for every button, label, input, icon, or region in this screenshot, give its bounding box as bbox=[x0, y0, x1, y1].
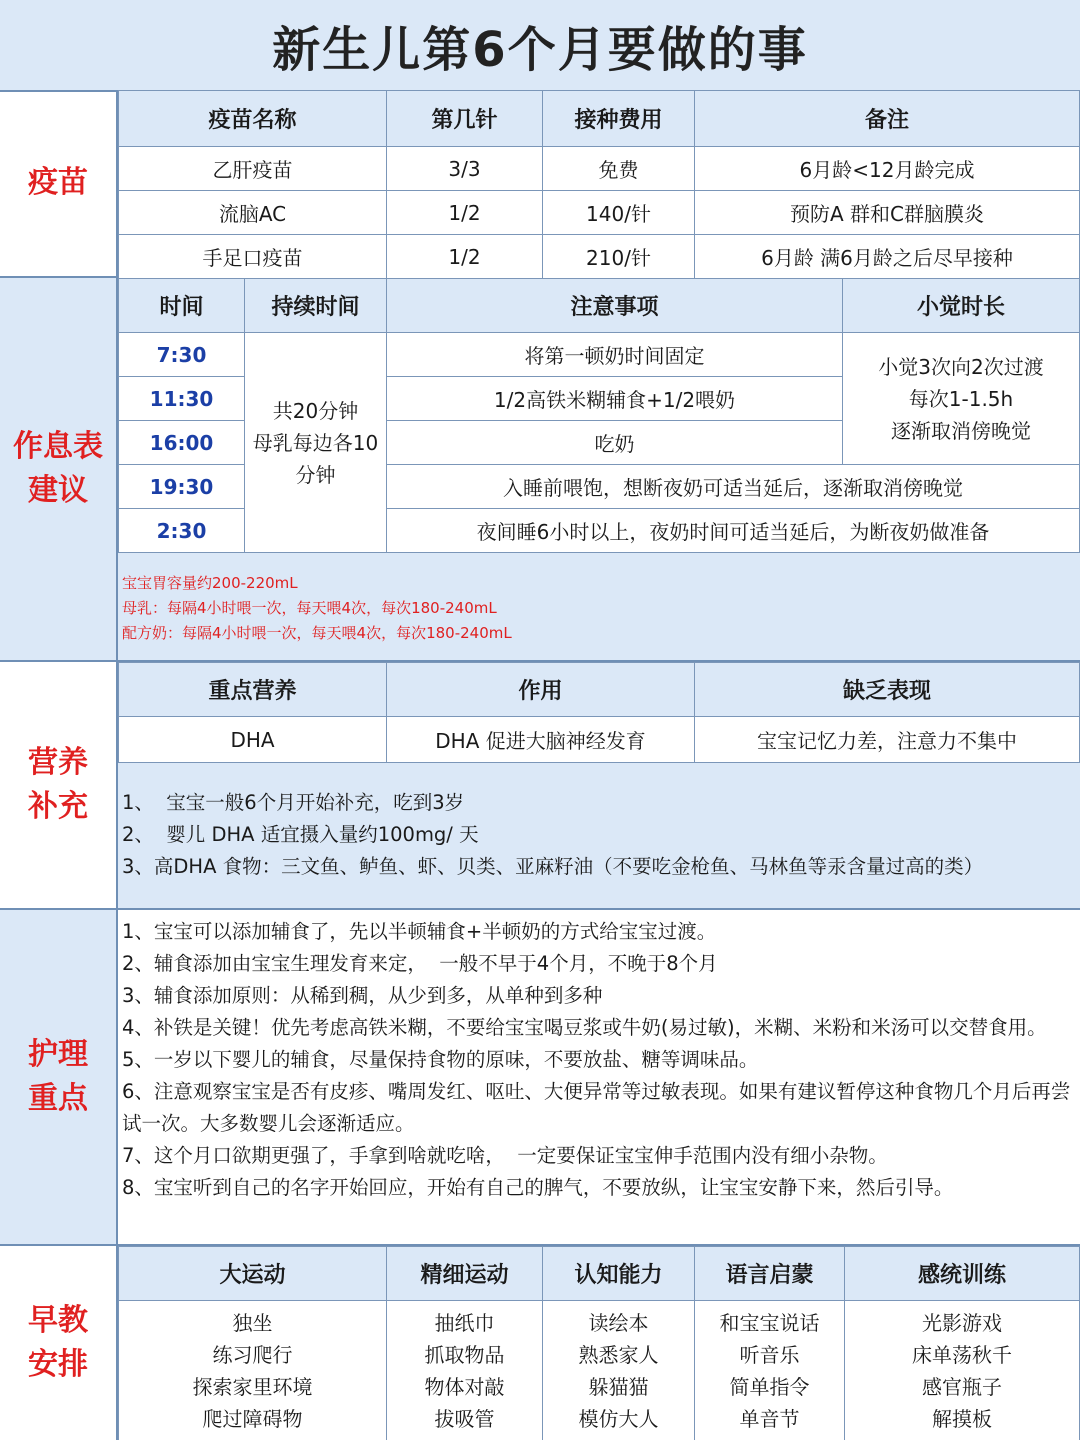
schedule-time: 11:30 bbox=[119, 377, 245, 421]
nutrition-header: 作用 bbox=[387, 663, 695, 717]
vaccine-section bbox=[0, 90, 1080, 278]
vaccine-header-name: 疫苗名称 bbox=[119, 91, 387, 147]
vaccine-label: 疫苗 bbox=[28, 165, 88, 200]
schedule-header-nap: 小觉时长 bbox=[843, 279, 1080, 333]
early-edu-label-cell bbox=[0, 1246, 118, 1440]
vaccine-table bbox=[118, 90, 1080, 279]
early-edu-header: 精细运动 bbox=[387, 1247, 543, 1301]
schedule-time: 19:30 bbox=[119, 465, 245, 509]
feeding-note: 宝宝胃容量约200-220mL bbox=[122, 574, 298, 592]
care-item: 1、宝宝可以添加辅食了，先以半顿辅食+半顿奶的方式给宝宝过渡。 bbox=[122, 920, 717, 943]
nutrition-label-cell bbox=[0, 662, 118, 908]
care-item: 2、辅食添加由宝宝生理发育来定， 一般不早于4个月，不晚于8个月 bbox=[122, 952, 718, 975]
care-section bbox=[0, 910, 1080, 1246]
schedule-table bbox=[118, 278, 1080, 553]
schedule-label-cell bbox=[0, 278, 118, 660]
nutrition-cell: DHA 促进大脑神经发育 bbox=[387, 717, 695, 763]
schedule-header-notes: 注意事项 bbox=[387, 279, 843, 333]
activity: 单音节 bbox=[739, 1406, 800, 1431]
nutrition-cell: DHA bbox=[119, 717, 387, 763]
vaccine-cell: 预防A 群和C群脑膜炎 bbox=[695, 191, 1080, 235]
vaccine-cell: 1/2 bbox=[387, 191, 543, 235]
page-title: 新生儿第6个月要做的事 bbox=[272, 21, 808, 78]
vaccine-cell: 流脑AC bbox=[119, 191, 387, 235]
activity: 拔吸管 bbox=[434, 1406, 495, 1431]
vaccine-cell: 210/针 bbox=[543, 235, 695, 279]
activity: 感官瓶子 bbox=[922, 1374, 1002, 1399]
early-edu-header: 感统训练 bbox=[845, 1247, 1080, 1301]
activity: 和宝宝说话 bbox=[719, 1310, 820, 1335]
activity: 简单指令 bbox=[729, 1374, 810, 1399]
title-bar bbox=[0, 0, 1080, 92]
vaccine-cell: 手足口疫苗 bbox=[119, 235, 387, 279]
activity: 读绘本 bbox=[588, 1310, 649, 1335]
schedule-section bbox=[0, 278, 1080, 662]
vaccine-header-remark: 备注 bbox=[695, 91, 1080, 147]
nutrition-item: 1、 宝宝一般6个月开始补充，吃到3岁 bbox=[122, 791, 465, 814]
nutrition-item: 3、高DHA 食物：三文鱼、鲈鱼、虾、贝类、亚麻籽油（不要吃金枪鱼、马林鱼等汞含量过高的类） bbox=[122, 855, 984, 878]
schedule-note: 吃奶 bbox=[387, 421, 843, 465]
schedule-time: 7:30 bbox=[119, 333, 245, 377]
activity: 床单荡秋千 bbox=[912, 1342, 1012, 1367]
schedule-header-time: 时间 bbox=[119, 279, 245, 333]
activity: 模仿大人 bbox=[578, 1406, 659, 1431]
vaccine-cell: 乙肝疫苗 bbox=[119, 147, 387, 191]
vaccine-cell: 1/2 bbox=[387, 235, 543, 279]
care-item: 5、一岁以下婴儿的辅食，尽量保持食物的原味，不要放盐、糖等调味品。 bbox=[122, 1048, 759, 1071]
schedule-note: 夜间睡6小时以上，夜奶时间可适当延后，为断夜奶做准备 bbox=[387, 509, 1080, 553]
early-edu-col-sensory bbox=[845, 1301, 1080, 1440]
early-edu-label: 早教 安排 bbox=[28, 1303, 88, 1382]
nutrition-header: 重点营养 bbox=[119, 663, 387, 717]
vaccine-header-dose: 第几针 bbox=[387, 91, 543, 147]
vaccine-cell: 6月龄<12月龄完成 bbox=[695, 147, 1080, 191]
feeding-note: 配方奶：每隔4小时喂一次，每天喂4次，每次180-240mL bbox=[122, 624, 512, 642]
nutrition-header: 缺乏表现 bbox=[695, 663, 1080, 717]
care-item: 3、辅食添加原则：从稀到稠，从少到多，从单种到多种 bbox=[122, 984, 603, 1007]
schedule-time: 2:30 bbox=[119, 509, 245, 553]
nutrition-item: 2、 婴儿 DHA 适宜摄入量约100mg/ 天 bbox=[122, 823, 479, 846]
vaccine-label-cell bbox=[0, 90, 118, 276]
activity: 躲猫猫 bbox=[588, 1374, 649, 1399]
nutrition-cell: 宝宝记忆力差，注意力不集中 bbox=[695, 717, 1080, 763]
care-item: 7、这个月口欲期更强了，手拿到啥就吃啥， 一定要保证宝宝伸手范围内没有细小杂物。 bbox=[122, 1144, 888, 1167]
vaccine-cell: 140/针 bbox=[543, 191, 695, 235]
activity: 抓取物品 bbox=[424, 1342, 505, 1367]
feeding-notes bbox=[118, 553, 1080, 646]
care-list bbox=[118, 910, 1080, 1204]
nutrition-label: 营养 补充 bbox=[28, 745, 88, 824]
schedule-nap: 小觉3次向2次过渡 每次1-1.5h 逐渐取消傍晚觉 bbox=[843, 333, 1080, 465]
activity: 练习爬行 bbox=[212, 1342, 293, 1367]
activity: 物体对敲 bbox=[424, 1374, 505, 1399]
schedule-note: 入睡前喂饱，想断夜奶可适当延后，逐渐取消傍晚觉 bbox=[387, 465, 1080, 509]
nutrition-table bbox=[118, 662, 1080, 763]
schedule-time: 16:00 bbox=[119, 421, 245, 465]
nutrition-section bbox=[0, 662, 1080, 910]
activity: 解摸板 bbox=[932, 1406, 992, 1431]
schedule-label: 作息表 建议 bbox=[13, 429, 103, 508]
activity: 独坐 bbox=[232, 1310, 273, 1335]
early-edu-header: 大运动 bbox=[119, 1247, 387, 1301]
early-edu-header: 认知能力 bbox=[543, 1247, 695, 1301]
activity: 光影游戏 bbox=[922, 1310, 1002, 1335]
early-edu-col-gross-motor bbox=[119, 1301, 387, 1440]
early-edu-col-language bbox=[695, 1301, 845, 1440]
vaccine-cell: 6月龄 满6月龄之后尽早接种 bbox=[695, 235, 1080, 279]
care-item: 4、补铁是关键！优先考虑高铁米糊，不要给宝宝喝豆浆或牛奶(易过敏)，米糊、米粉和米汤可以交替食用。 bbox=[122, 1016, 1047, 1039]
early-edu-header: 语言启蒙 bbox=[695, 1247, 845, 1301]
schedule-note: 将第一顿奶时间固定 bbox=[387, 333, 843, 377]
schedule-header-duration: 持续时间 bbox=[245, 279, 387, 333]
feeding-note: 母乳：每隔4小时喂一次，每天喂4次，每次180-240mL bbox=[122, 599, 497, 617]
care-label: 护理 重点 bbox=[28, 1037, 88, 1116]
activity: 听音乐 bbox=[739, 1342, 800, 1367]
schedule-note: 1/2高铁米糊辅食+1/2喂奶 bbox=[387, 377, 843, 421]
care-item: 6、注意观察宝宝是否有皮疹、嘴周发红、呕吐、大便异常等过敏表现。如果有建议暂停这种食物几个月后再尝试一次。大多数婴儿会逐渐适应。 bbox=[122, 1080, 1071, 1135]
vaccine-cell: 免费 bbox=[543, 147, 695, 191]
nutrition-list bbox=[118, 763, 1080, 883]
activity: 抽纸巾 bbox=[434, 1310, 495, 1335]
activity: 熟悉家人 bbox=[578, 1342, 659, 1367]
early-edu-col-cognitive bbox=[543, 1301, 695, 1440]
early-edu-col-fine-motor bbox=[387, 1301, 543, 1440]
early-edu-table bbox=[118, 1246, 1080, 1440]
vaccine-header-fee: 接种费用 bbox=[543, 91, 695, 147]
schedule-duration: 共20分钟 母乳每边各10 分钟 bbox=[245, 333, 387, 553]
activity: 爬过障碍物 bbox=[202, 1406, 303, 1431]
vaccine-cell: 3/3 bbox=[387, 147, 543, 191]
activity: 探索家里环境 bbox=[192, 1374, 313, 1399]
care-label-cell bbox=[0, 910, 118, 1244]
care-item: 8、宝宝听到自己的名字开始回应，开始有自己的脾气，不要放纵，让宝宝安静下来，然后引导。 bbox=[122, 1176, 954, 1199]
early-edu-section bbox=[0, 1246, 1080, 1440]
